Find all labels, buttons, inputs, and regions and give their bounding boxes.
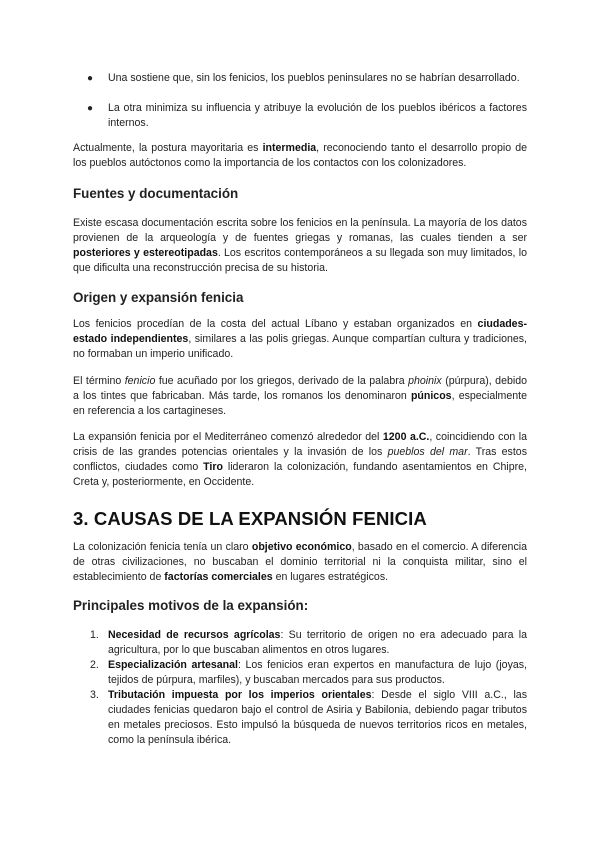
fuentes-paragraph: Existe escasa documentación escrita sobre los fenicios en la península. La mayoría de los datos provienen de la arqueología y de fuentes griegas y romanas, las cuales tienden a ser posteriores y estereotipadas. Los escritos contemporáneos a su llegada son muy limitados, lo que dificulta una reconstrucción precisa de su historia.: [73, 217, 527, 274]
bullet-item: Una sostiene que, sin los fenicios, los pueblos peninsulares no se habrían desarrollado.: [108, 72, 520, 84]
fuentes-heading: Fuentes y documentación: [73, 186, 239, 201]
list-number: 2.: [90, 659, 99, 671]
bullet-item: La otra minimiza su influencia y atribuye la evolución de los pueblos ibéricos a factores internos.: [108, 102, 527, 129]
origen-paragraph-1: Los fenicios procedían de la costa del actual Líbano y estaban organizados en ciudades-estado independientes, similares a las polis griegas. Aunque compartían cultura y tradiciones, no formaban un imperio unificado.: [73, 318, 527, 360]
origen-heading: Origen y expansión fenicia: [73, 290, 244, 305]
bullet-marker: ●: [87, 103, 94, 114]
motivo-item: Tributación impuesta por los imperios orientales: Desde el siglo VIII a.C., las ciudades fenicias quedaron bajo el control de Asiria y Babilonia, debiendo pagar tributos en metales preciosos. Esto impulsó la búsqueda de nuevos territorios ricos en metales, como la península ibérica.: [108, 689, 527, 746]
origen-paragraph-2: El término fenicio fue acuñado por los griegos, derivado de la palabra phoinix (púrpura), debido a los tintes que fabricaban. Más tarde, los romanos los denominaron púnicos, especialmente en referencia a los cartagineses.: [73, 375, 528, 417]
motivo-item: Necesidad de recursos agrícolas: Su territorio de origen no era adecuado para la agricultura, por lo que buscaban alimentos en otros lugares.: [108, 629, 527, 656]
motivo-item: Especialización artesanal: Los fenicios eran expertos en manufactura de lujo (joyas, tejidos de púrpura, marfiles), y buscaban mercados para sus productos.: [108, 659, 527, 686]
causas-heading: 3. CAUSAS DE LA EXPANSIÓN FENICIA: [73, 508, 427, 529]
motivos-heading: Principales motivos de la expansión:: [73, 598, 309, 613]
bullet-marker: ●: [87, 73, 94, 84]
list-number: 1.: [90, 629, 99, 641]
causas-paragraph: La colonización fenicia tenía un claro objetivo económico, basado en el comercio. A diferencia de otras civilizaciones, no buscaban el dominio territorial ni la conquista militar, sino el establecimiento de factorías comerciales en lugares estratégicos.: [73, 541, 527, 583]
postura-paragraph: Actualmente, la postura mayoritaria es intermedia, reconociendo tanto el desarrollo propio de los pueblos autóctonos como la importancia de los contactos con los colonizadores.: [73, 142, 527, 169]
origen-paragraph-3: La expansión fenicia por el Mediterráneo comenzó alrededor del 1200 a.C., coincidiendo con la crisis de las grandes potencias orientales y la invasión de los pueblos del mar. Tras estos conflictos, ciudades como Tiro lideraron la colonización, fundando asentamientos en Chipre, Creta y, posteriormente, en Occidente.: [73, 431, 527, 488]
list-number: 3.: [90, 689, 99, 701]
